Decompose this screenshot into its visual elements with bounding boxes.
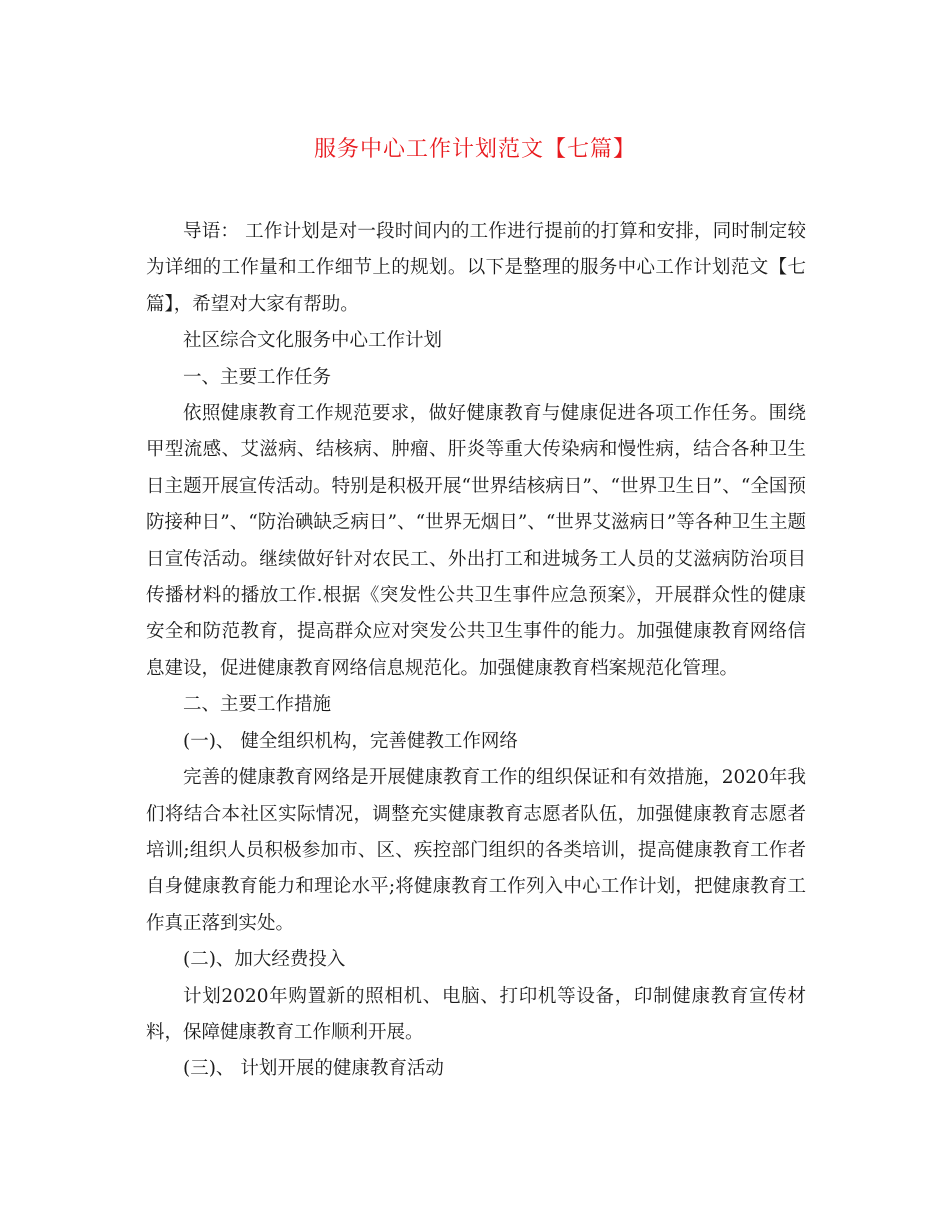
section-heading: 社区综合文化服务中心工作计划 bbox=[183, 330, 443, 352]
document-body bbox=[146, 214, 806, 1088]
body-paragraph: 完善的健康教育网络是开展健康教育工作的组织保证和有效措施，2020年我们将结合本社区实际情况，调整充实健康教育志愿者队伍，加强健康教育志愿者培训;组织人员积极参加市、区、疾控部门组织的各类培训，提高健康教育工作者自身健康教育能力和理论水平;将健康教育工作列入中心工作计划，把健康教育工作真正落到实处。 bbox=[146, 767, 806, 934]
intro-paragraph: 导语： 工作计划是对一段时间内的工作进行提前的打算和安排，同时制定较为详细的工作量和工作细节上的规划。以下是整理的服务中心工作计划范文【七篇】，希望对大家有帮助。 bbox=[146, 221, 806, 315]
body-paragraph: 计划2020年购置新的照相机、电脑、打印机等设备，印制健康教育宣传材料，保障健康教育工作顺利开展。 bbox=[146, 985, 806, 1043]
subsection-heading: 二、主要工作措施 bbox=[183, 694, 332, 716]
item-heading: (二)、加大经费投入 bbox=[183, 949, 346, 971]
subsection-heading: 一、主要工作任务 bbox=[183, 366, 332, 388]
item-heading: (三)、 计划开展的健康教育活动 bbox=[183, 1058, 444, 1080]
document-title: 服务中心工作计划范文【七篇】 bbox=[313, 137, 636, 162]
body-paragraph: 依照健康教育工作规范要求，做好健康教育与健康促进各项工作任务。围绕甲型流感、艾滋病、结核病、肿瘤、肝炎等重大传染病和慢性病，结合各种卫生日主题开展宣传活动。特别是积极开展“世界结核病日”、“世界卫生日”、“全国预防接种日”、“防治碘缺乏病日”、“世界无烟日”、“世界艾滋病日”等各种卫生主题日宣传活动。继续做好针对农民工、外出打工和进城务工人员的艾滋病防治项目传播材料的播放工作.根据《突发性公共卫生事件应急预案》，开展群众性的健康安全和防范教育，提高群众应对突发公共卫生事件的能力。加强健康教育网络信息建设，促进健康教育网络信息规范化。加强健康教育档案规范化管理。 bbox=[146, 403, 806, 679]
item-heading: (一)、 健全组织机构，完善健教工作网络 bbox=[183, 730, 518, 752]
